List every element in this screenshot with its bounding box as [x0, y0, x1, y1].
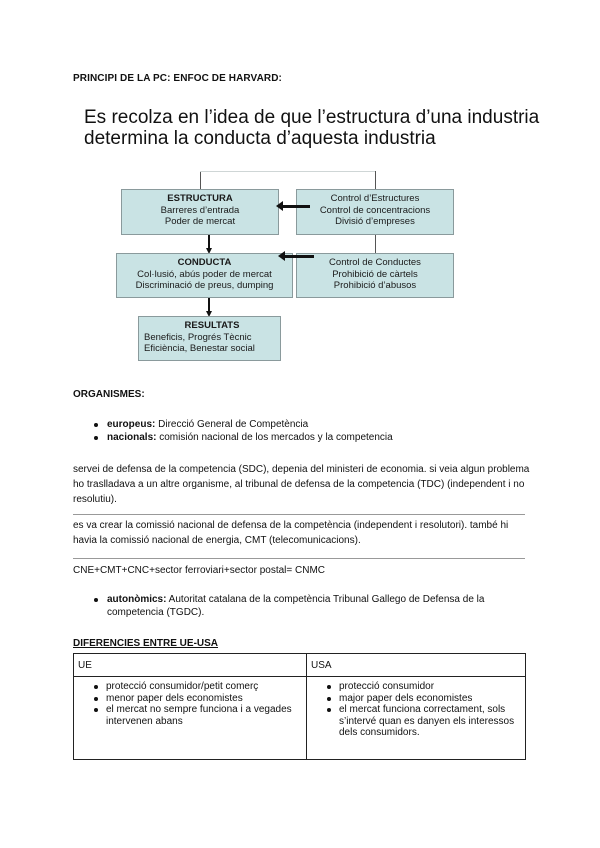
list-item	[73, 431, 533, 444]
connector-line	[375, 235, 376, 253]
item-label: europeus:	[107, 419, 156, 430]
box-line: Discriminació de preus, dumping	[135, 280, 274, 291]
box-line: Prohibició de càrtels	[332, 268, 418, 280]
box-line: Barreres d’entrada	[160, 204, 240, 216]
list-item: el mercat funciona correctament, sols s’intervé quan es danyen els interessos dels consumidors.	[307, 704, 525, 739]
box-line: Beneficis, Progrés Tècnic	[144, 331, 252, 343]
paragraph-cndc: es va crear la comissió nacional de defensa de la competència (independent i resolutori). també hi havia la comissió nacional de energia, CMT (telecomunicacions).	[73, 520, 509, 546]
box-line: Prohibició d’abusos	[333, 280, 417, 291]
list-item: major paper dels economistes	[307, 693, 525, 705]
box-line: Control de concentracions	[319, 204, 431, 216]
connector-line	[200, 171, 201, 191]
box-line: Col·lusió, abús poder de mercat	[137, 268, 272, 280]
section-heading-organismes: ORGANISMES:	[73, 389, 145, 400]
box-line: Control de Conductes	[329, 257, 421, 268]
table-header-row	[74, 654, 526, 677]
connector-line	[375, 171, 376, 191]
connector-line	[208, 235, 210, 249]
box-resultats	[138, 316, 281, 361]
harvard-quote: Es recolza en l’idea de que l’estructura d’una industria determina la conducta d’aquesta industria	[84, 107, 540, 149]
item-text: comisión nacional de los mercados y la competencia	[156, 432, 393, 443]
box-title: RESULTATS	[184, 320, 240, 331]
item-text: Autoritat catalana de la competència Tribunal Gallego de Defensa de la competencia (TGDC).	[107, 594, 485, 618]
box-line: Divisió d’empreses	[335, 216, 415, 227]
list-item	[73, 593, 533, 619]
item-label: autonòmics:	[107, 594, 167, 605]
box-title: ESTRUCTURA	[167, 193, 233, 204]
arrow-left-icon	[282, 205, 310, 208]
cell-ue	[74, 677, 307, 760]
organismes-list	[73, 418, 533, 444]
ue-list	[74, 681, 306, 727]
divider	[73, 514, 525, 515]
connector-line	[208, 298, 210, 312]
cell-usa	[307, 677, 526, 760]
box-title: CONDUCTA	[177, 257, 232, 268]
box-control-estructures	[296, 189, 454, 235]
box-line: Eficiència, Benestar social	[144, 343, 255, 354]
list-item: protecció consumidor	[307, 681, 525, 693]
list-item: el mercat no sempre funciona i a vegades intervenen abans	[74, 704, 306, 727]
box-conducta	[116, 253, 293, 298]
list-item: protecció consumidor/petit comerç	[74, 681, 306, 693]
divider	[73, 558, 525, 559]
table-row	[74, 677, 526, 760]
usa-list	[307, 681, 525, 739]
item-text: Direcció General de Competència	[155, 419, 309, 430]
paragraph-cnmc: CNE+CMT+CNC+sector ferroviari+sector postal= CNMC	[73, 565, 326, 576]
box-estructura	[121, 189, 279, 235]
paragraph-sdc: servei de defensa de la competencia (SDC), depenia del ministeri de economia. si veia algun problema ho traslladava a un altre organisme, al tribunal de defensa de la competencia (TDC) (independent i no resolutiu).	[73, 464, 530, 505]
scp-diagram	[110, 165, 450, 365]
differences-table	[73, 653, 526, 760]
item-label: nacionals:	[107, 432, 157, 443]
header-ue: UE	[74, 654, 307, 677]
header-usa: USA	[307, 654, 526, 677]
box-line: Poder de mercat	[164, 216, 236, 227]
box-line: Control d’Estructures	[330, 193, 420, 204]
connector-line	[200, 171, 375, 172]
autonomics-list	[73, 593, 533, 619]
section-heading-harvard: PRINCIPI DE LA PC: ENFOC DE HARVARD:	[73, 73, 282, 84]
arrow-left-icon	[284, 255, 314, 258]
box-control-conductes	[296, 253, 454, 298]
section-heading-differences: DIFERENCIES ENTRE UE-USA	[73, 638, 219, 649]
list-item: menor paper dels economistes	[74, 693, 306, 705]
list-item	[73, 418, 533, 431]
